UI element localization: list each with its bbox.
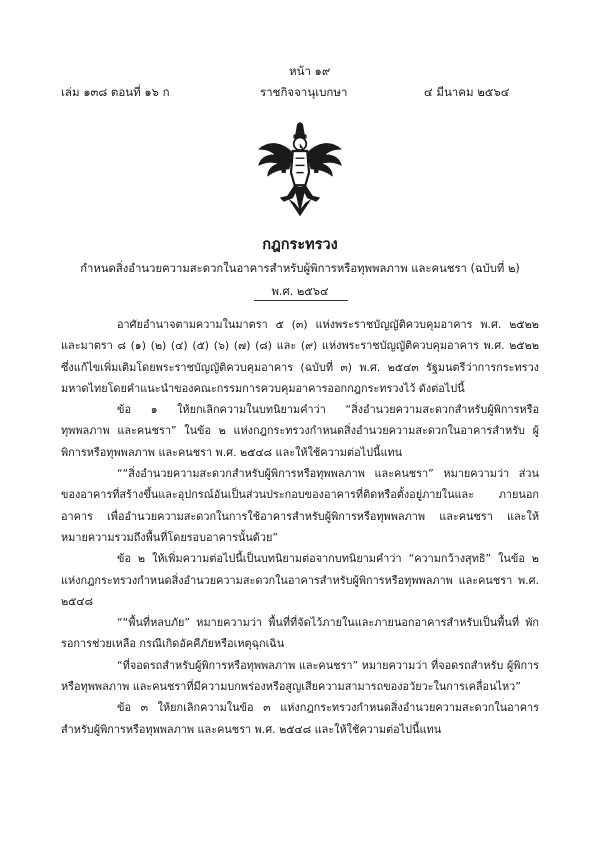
document-body xyxy=(61,314,539,740)
title-divider xyxy=(254,300,348,301)
garuda-emblem-icon xyxy=(255,122,345,216)
definition-paragraph: ““สิ่งอำนวยความสะดวกสำหรับผู้พิการหรือทุพพลภาพ และคนชรา” หมายความว่า ส่วนของอาคารที่สร้างขึ้นและอุปกรณ์อันเป็นส่วนประกอบของอาคารที่ติดหรือตั้งอยู่ภายในและ ภายนอกอาคาร เพื่ออำนวยความสะดวกในการใช้อาคารสำหรับผู้พิการหรือทุพพลภาพ และคนชรา และให้หมายความรวมถึงพื้นที่โดยรอบอาคารนั้นด้วย” xyxy=(61,467,539,544)
definition-paragraph: “ที่จอดรถสำหรับผู้พิการหรือทุพพลภาพ และคนชรา” หมายความว่า ที่จอดรถสำหรับ ผู้พิการหรือทุพพลภาพ และคนชราที่มีความบกพร่องหรือสูญเสียความสามารถของอวัยวะในการเคลื่อนไหว” xyxy=(61,658,539,694)
clause-1-paragraph: ข้อ ๑ ให้ยกเลิกความในบทนิยามคำว่า “สิ่งอำนวยความสะดวกสำหรับผู้พิการหรือ ทุพพลภาพ และคนชรา” ในข้อ ๒ แห่งกฎกระทรวงกำหนดสิ่งอำนวยความสะดวกในอาคารสำหรับ ผู้พิการหรือทุพพลภาพ และคนชรา พ.ศ. ๒๕๔๘ และให้ใช้ความต่อไปนี้แทน xyxy=(61,403,539,459)
document-year: พ.ศ. ๒๕๖๔ xyxy=(271,285,329,298)
clause-3-paragraph: ข้อ ๓ ให้ยกเลิกความในข้อ ๓ แห่งกฎกระทรวงกำหนดสิ่งอำนวยความสะดวกในอาคาร สำหรับผู้พิการหรือทุพพลภาพ และคนชรา พ.ศ. ๒๕๔๘ และให้ใช้ความต่อไปนี้แทน xyxy=(61,701,539,736)
volume-issue: เล่ม ๑๓๘ ตอนที่ ๑๖ ก xyxy=(61,85,170,99)
page-number: หน้า ๑๙ xyxy=(289,64,331,78)
preamble-paragraph: อาศัยอำนาจตามความในมาตรา ๕ (๓) แห่งพระราชบัญญัติควบคุมอาคาร พ.ศ. ๒๕๒๒ และมาตรา ๘ (๑) (๒) (๔) (๕) (๖) (๗) (๘) และ (๙) แห่งพระราชบัญญัติควบคุมอาคาร พ.ศ. ๒๕๒๒ ซึ่งแก้ไขเพิ่มเติมโดยพระราชบัญญัติควบคุมอาคาร (ฉบับที่ ๓) พ.ศ. ๒๕๔๓ รัฐมนตรีว่าการกระทรวงมหาดไทยโดยคำแนะนำของคณะกรรมการควบคุมอาคารออกกฎกระทรวงไว้ ดังต่อไปนี้ xyxy=(61,318,539,395)
document-subtitle: กำหนดสิ่งอำนวยความสะดวกในอาคารสำหรับผู้พิการหรือทุพพลภาพ และคนชรา (ฉบับที่ ๒) xyxy=(80,262,520,275)
definition-paragraph: ““พื้นที่หลบภัย” หมายความว่า พื้นที่ที่จัดไว้ภายในและภายนอกอาคารสำหรับเป็นพื้นที่ พักรอการช่วยเหลือ กรณีเกิดอัคคีภัยหรือเหตุฉุกเฉิน xyxy=(61,616,539,651)
clause-2-paragraph: ข้อ ๒ ให้เพิ่มความต่อไปนี้เป็นบทนิยามต่อจากบทนิยามคำว่า “ความกว้างสุทธิ” ในข้อ ๒ แห่งกฎกระทรวงกำหนดสิ่งอำนวยความสะดวกในอาคารสำหรับผู้พิการหรือทุพพลภาพ และคนชรา พ.ศ. ๒๕๔๘ xyxy=(61,552,539,608)
document-title: กฎกระทรวง xyxy=(262,237,338,253)
gazette-name: ราชกิจจานุเบกษา xyxy=(260,85,348,99)
publication-date: ๔ มีนาคม ๒๕๖๔ xyxy=(424,85,510,99)
